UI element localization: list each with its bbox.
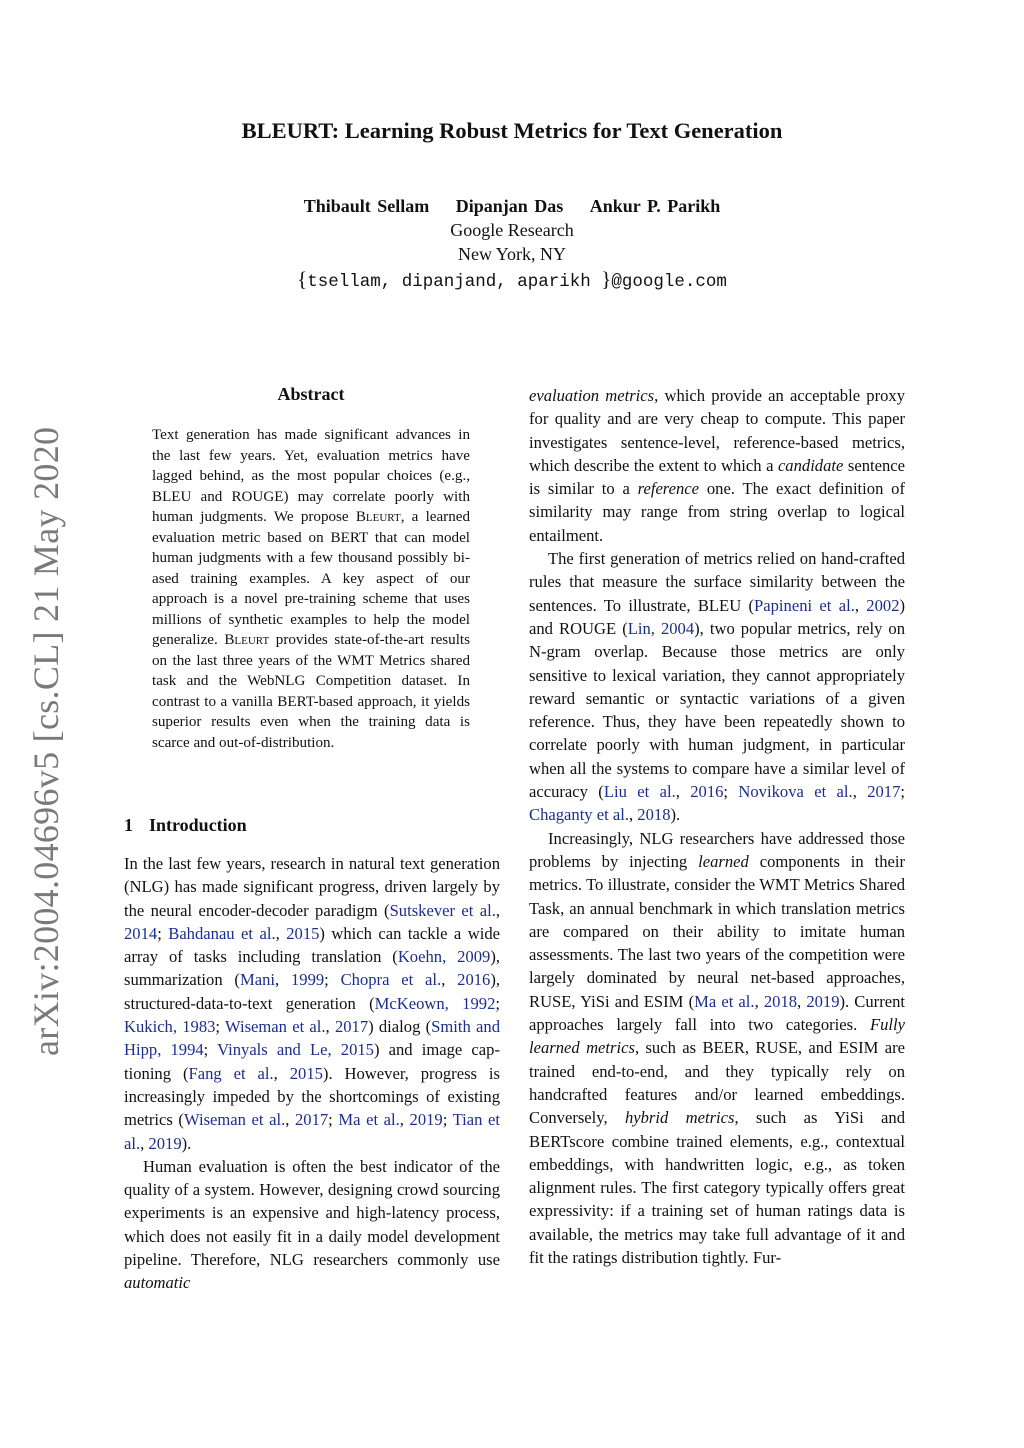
email-domain: @google.com bbox=[611, 272, 727, 292]
citation-link[interactable]: McKeown, 1992 bbox=[374, 993, 496, 1013]
abstract-body: Text generation has made significant advances in the last few years. Yet, evaluation metrics have lagged behind, as the most popular choices (e.g., BLEU and ROUGE) may correlate poorly with human judgments. We propose Bleurt, a learned evaluation metric based on BERT that can model human judgments with a few thousand possibly biased training examples. A key aspect of our approach is a novel pre-training scheme that uses millions of synthetic examples to help the model generalize. Bleurt provides state-of-the-art results on the last three years of the WMT Metrics shared task and the WebNLG Competition dataset. In contrast to a vanilla BERT-based approach, it yields superior results even when the training data is scarce and out-of-distribution. bbox=[152, 427, 470, 751]
body-column-left bbox=[124, 852, 500, 1295]
citation-link[interactable]: 2015 bbox=[286, 923, 320, 943]
paragraph: In the last few years, research in natural text generation (NLG) has made significant progress, driven largely by the neural encoder-decoder paradigm (Sutskever et al., 2014; Bahdanau et al., 2015) which can tackle a wide array of tasks including translation (Koehn, 2009), summarization (Mani, 1999; Chopra et al., 2016), structured-data-to-text generation (McKeown, 1992; Kukich, 1983; Wiseman et al., 2017) dialog (Smith and Hipp, 1994; Vinyals and Le, 2015) and image captioning (Fang et al., 2015). However, progress is increasingly impeded by the shortcomings of existing metrics (Wiseman et al., 2017; Ma et al., 2019; Tian et al., 2019). bbox=[124, 854, 501, 1153]
location: New York, NY bbox=[457, 244, 566, 264]
citation-link[interactable]: 2019 bbox=[148, 1133, 182, 1153]
abstract-heading: Abstract bbox=[277, 384, 345, 404]
citation-link[interactable]: Chopra et al. bbox=[340, 970, 442, 990]
citation-link[interactable]: Novikova et al. bbox=[738, 782, 853, 802]
citation-link[interactable]: Wiseman et al. bbox=[183, 1110, 286, 1130]
section-heading bbox=[124, 815, 247, 836]
affiliation: Google Research bbox=[450, 220, 574, 240]
citation-link[interactable]: Lin, 2004 bbox=[627, 618, 695, 638]
citation-link[interactable]: Mani bbox=[239, 970, 275, 990]
author-list bbox=[0, 196, 1024, 217]
citation-link[interactable]: Kukich, 1983 bbox=[124, 1017, 216, 1037]
citation-link[interactable]: Tian et al. bbox=[124, 1110, 500, 1153]
paragraph: The first generation of metrics relied on hand-crafted rules that measure the surface similarity between the sentences. To illustrate, BLEU (Papineni et al., 2002) and ROUGE (Lin, 2004), two popular metrics, rely on N-gram overlap. Because those metrics are only sensitive to lexical variation, they cannot appropriately reward semantic or syntactic variations of a given reference. Thus, they have been repeatedly shown to correlate poorly with human judgment, in particular when all the systems to compare have a similar level of accuracy (Liu et al., 2016; Novikova et al., 2017; Chaganty et al., 2018). bbox=[529, 549, 906, 825]
paragraph: Increasingly, NLG researchers have addressed those problems by injecting learned components in their metrics. To illustrate, consider the WMT Metrics Shared Task, an annual benchmark in which translation metrics are compared on their ability to imitate human assessments. The last two years of the competition were largely dominated by neural net-based approaches, RUSE, YiSi and ESIM (Ma et al., 2018, 2019). Current approaches largely fall into two categories. Fully learned metrics, such as BEER, RUSE, and ESIM are trained end-to-end, and they typically rely on handcrafted features and/or learned embeddings. Conversely, hybrid metrics, such as YiSi and BERTscore combine trained elements, e.g., contextual embeddings, with handwritten logic, e.g., as token alignment rules. The first category typically offers great expressivity: if a training set of human ratings data is available, the metrics may take full advantage of it and fit the ratings distribution tightly. Fur- bbox=[529, 828, 906, 1267]
author-name: Dipanjan Das bbox=[455, 196, 564, 216]
citation-link[interactable]: Vinyals and Le, 2015 bbox=[217, 1040, 374, 1060]
body-column-right bbox=[529, 384, 905, 1269]
citation-link[interactable]: 1999 bbox=[290, 970, 325, 990]
citation-link[interactable]: Papineni et al. bbox=[754, 595, 855, 615]
paragraph: Human evaluation is often the best indicator of the quality of a system. However, designing crowd sourcing experiments is an expensive and high-latency process, which does not easily fit in a daily model development pipeline. Therefore, NLG researchers commonly use automatic bbox=[124, 1156, 500, 1293]
citation-link[interactable]: 2018 bbox=[763, 991, 798, 1011]
citation-link[interactable]: Ma et al. bbox=[694, 991, 755, 1011]
citation-link[interactable]: 2016 bbox=[690, 782, 724, 802]
citation-link[interactable]: Bahdanau et al. bbox=[168, 923, 276, 943]
paper-title: BLEURT: Learning Robust Metrics for Text Generation bbox=[241, 118, 783, 143]
citation-link[interactable]: 2018 bbox=[637, 805, 671, 825]
citation-link[interactable]: Wiseman et al. bbox=[224, 1017, 326, 1037]
citation-link[interactable]: 2017 bbox=[867, 782, 901, 802]
citation-link[interactable]: 2015 bbox=[289, 1063, 323, 1083]
email-users: tsellam, dipanjand, aparikh bbox=[307, 272, 602, 292]
citation-link[interactable]: Sutskever et al. bbox=[389, 900, 496, 920]
section-number: 1 bbox=[124, 815, 133, 835]
citation-link[interactable]: 2019 bbox=[806, 991, 840, 1011]
citation-link[interactable]: Koehn, 2009 bbox=[397, 947, 491, 967]
citation-link[interactable]: 2002 bbox=[866, 595, 900, 615]
paragraph: evaluation metrics, which provide an acceptable proxy for quality and are very cheap to compute. This paper investigates sentence-level, reference-based metrics, which describe the extent to which a candidate sentence is similar to a reference one. The exact definition of similarity may range from string overlap to logical entailment. bbox=[529, 386, 906, 545]
citation-link[interactable]: Chaganty et al. bbox=[529, 805, 629, 825]
author-emails: {tsellam, dipanjand, aparikh }@google.com bbox=[297, 267, 727, 292]
citation-link[interactable]: Ma et al. bbox=[338, 1110, 400, 1130]
citation-link[interactable]: Smith and Hipp, 1994 bbox=[124, 1017, 500, 1060]
citation-link[interactable]: Fang et al. bbox=[188, 1063, 274, 1083]
section-title: Introduction bbox=[149, 815, 247, 835]
citation-link[interactable]: 2016 bbox=[457, 970, 491, 990]
citation-link[interactable]: 2017 bbox=[294, 1110, 329, 1130]
author-name: Thibault Sellam bbox=[303, 196, 430, 216]
citation-link[interactable]: 2019 bbox=[409, 1110, 443, 1130]
citation-link[interactable]: Liu et al. bbox=[603, 782, 676, 802]
citation-link[interactable]: 2014 bbox=[124, 923, 158, 943]
arxiv-stamp: arXiv:2004.04696v5 [cs.CL] 21 May 2020 bbox=[26, 426, 66, 1056]
citation-link[interactable]: 2017 bbox=[334, 1017, 369, 1037]
author-name: Ankur P. Parikh bbox=[589, 196, 721, 216]
